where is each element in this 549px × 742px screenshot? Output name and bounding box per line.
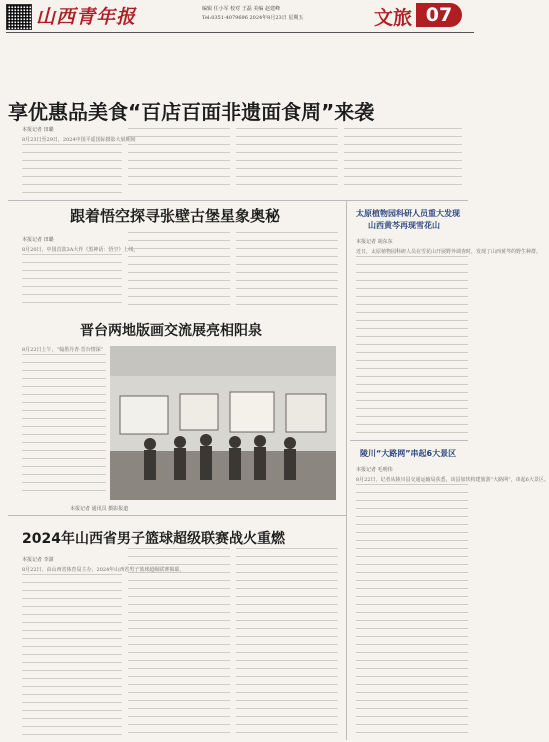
wukong-lead: 8月20日，中国首款3A大作《黑神话：悟空》上线， <box>22 247 139 253</box>
section-title: 文旅 <box>374 7 413 29</box>
roads-text-block <box>356 484 468 738</box>
plants-lead: 近日，太原植物园科研人员在雪花山开展野外调查时，发现了山西黄芩的野生种群。 <box>356 249 542 255</box>
food-text-block <box>22 144 122 196</box>
food-body-col2 <box>128 128 230 190</box>
basketball-headline: 2024年山西省男子篮球超级联赛战火重燃 <box>22 531 285 547</box>
exhibition-photo <box>110 346 336 500</box>
food-body-col1 <box>22 136 136 196</box>
photo-credit: 本报记者 通讯员 摄影报道 <box>70 506 129 512</box>
basketball-body-col3 <box>236 548 338 738</box>
column-divider <box>346 200 347 740</box>
page-number: 07 <box>416 3 462 27</box>
newspaper-masthead: 山西青年报 <box>36 6 137 28</box>
wukong-body-col3 <box>236 232 338 312</box>
qr-code <box>6 4 32 30</box>
roads-byline: 本报记者 毛明伟 <box>356 467 393 473</box>
plants-body <box>356 248 542 438</box>
print-lead: 8月22日上午，“翰墨丹青·晋台情深” <box>22 347 104 353</box>
section-divider <box>8 200 468 201</box>
wukong-body-col2 <box>128 232 230 312</box>
food-lead: 8月23日至29日，2024中国平遥国际摄影大展期间 <box>22 137 136 143</box>
print-text-block <box>22 354 106 496</box>
wukong-headline: 跟着悟空探寻张壁古堡星象奥秘 <box>70 207 281 225</box>
wukong-byline: 本报记者 田璐 <box>22 237 54 243</box>
roads-body <box>356 476 549 738</box>
food-byline: 本报记者 田璐 <box>22 127 54 133</box>
roads-lead: 8月22日，记者从陵川县交通运输局获悉，该县加快构建旅游“大路网”，串起6大景区。 <box>356 477 549 483</box>
wukong-text-block <box>22 254 122 310</box>
issue-date-line: Tel:0351-4079696 2024年8月23日 星期五 <box>202 15 304 21</box>
basketball-body-col2 <box>128 548 230 738</box>
section-divider-2 <box>8 515 346 516</box>
basketball-text-block <box>22 574 122 738</box>
plants-headline-line1: 太原植物园科研人员重大发现 <box>356 209 460 218</box>
plants-text-block <box>356 256 468 438</box>
print-headline: 晋台两地版画交流展亮相阳泉 <box>80 323 262 339</box>
food-body-col3 <box>236 128 338 190</box>
basketball-lead: 8月22日，由山西省体育局主办，2024年山西省男子篮球超级联赛揭幕， <box>22 567 185 573</box>
right-divider <box>350 440 468 441</box>
editor-credits: 编辑 任小军 校对 王磊 美编 赵建峰 <box>202 6 280 12</box>
food-body-col4 <box>344 128 462 190</box>
masthead-rule <box>6 32 474 33</box>
roads-headline: 陵川“大路网”串起6大景区 <box>360 449 457 458</box>
plants-byline: 本报记者 胡东东 <box>356 239 393 245</box>
basketball-byline: 本报记者 李澍 <box>22 557 54 563</box>
food-headline: 享优惠品美食“百店百面非遗面食周”来袭 <box>8 100 375 124</box>
print-body <box>22 346 106 496</box>
plants-headline-line2: 山西黄芩再现雪花山 <box>368 221 440 230</box>
basketball-body-col1 <box>22 566 185 738</box>
wukong-body-col1 <box>22 246 139 310</box>
